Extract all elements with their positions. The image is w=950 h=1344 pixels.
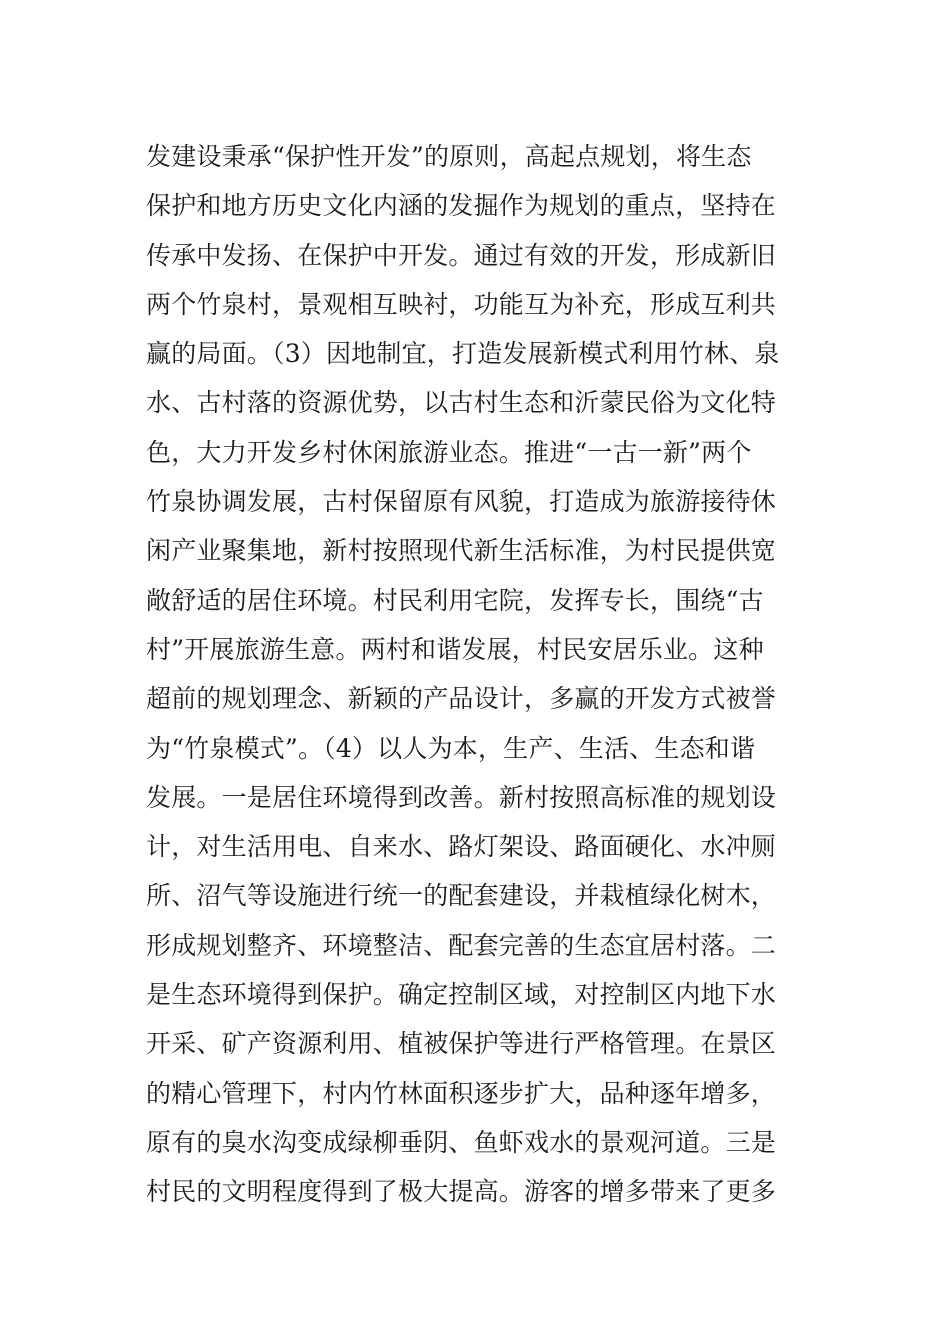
text-line: 水、古村落的资源优势，以古村生态和沂蒙民俗为文化特 [146,388,777,418]
text-line: 传承中发扬、在保护中开发。通过有效的开发，形成新旧 [146,240,777,270]
text-line: 闲产业聚集地，新村按照现代新生活标准，为村民提供宽 [146,536,777,566]
text-line: 为“竹泉模式”。（4）以人为本，生产、生活、生态和谐 [146,733,756,763]
text-line: 色，大力开发乡村休闲旅游业态。推进“一古一新”两个 [146,437,752,467]
text-line: 保护和地方历史文化内涵的发掘作为规划的重点，坚持在 [146,191,777,221]
text-line: 赢的局面。（3）因地制宜，打造发展新模式利用竹林、泉 [146,339,780,369]
text-line: 形成规划整齐、环境整洁、配套完善的生态宜居村落。二 [146,930,777,960]
text-line: 计，对生活用电、自来水、路灯架设、路面硬化、水冲厕 [146,832,777,862]
text-line: 开采、矿产资源利用、植被保护等进行严格管理。在景区 [146,1029,777,1059]
body-paragraph [146,132,826,1217]
text-line: 发展。一是居住环境得到改善。新村按照高标准的规划设 [146,782,777,812]
text-line: 是生态环境得到保护。确定控制区域，对控制区内地下水 [146,980,777,1010]
text-line: 发建设秉承“保护性开发”的原则，高起点规划，将生态 [146,142,752,171]
text-line: 竹泉协调发展，古村保留原有风貌，打造成为旅游接待休 [146,487,777,517]
text-line: 村民的文明程度得到了极大提高。游客的增多带来了更多 [146,1177,777,1207]
text-line: 超前的规划理念、新颖的产品设计，多赢的开发方式被誉 [146,684,777,714]
text-line: 原有的臭水沟变成绿柳垂阴、鱼虾戏水的景观河道。三是 [146,1127,777,1157]
text-line: 的精心管理下，村内竹林面积逐步扩大，品种逐年增多， [146,1078,777,1108]
text-line: 所、沼气等设施进行统一的配套建设，并栽植绿化树木， [146,881,777,911]
text-line: 敞舒适的居住环境。村民利用宅院，发挥专长，围绕“古 [146,585,764,615]
text-line: 村”开展旅游生意。两村和谐发展，村民安居乐业。这种 [146,634,764,664]
text-line: 两个竹泉村，景观相互映衬，功能互为补充，形成互利共 [146,289,777,319]
